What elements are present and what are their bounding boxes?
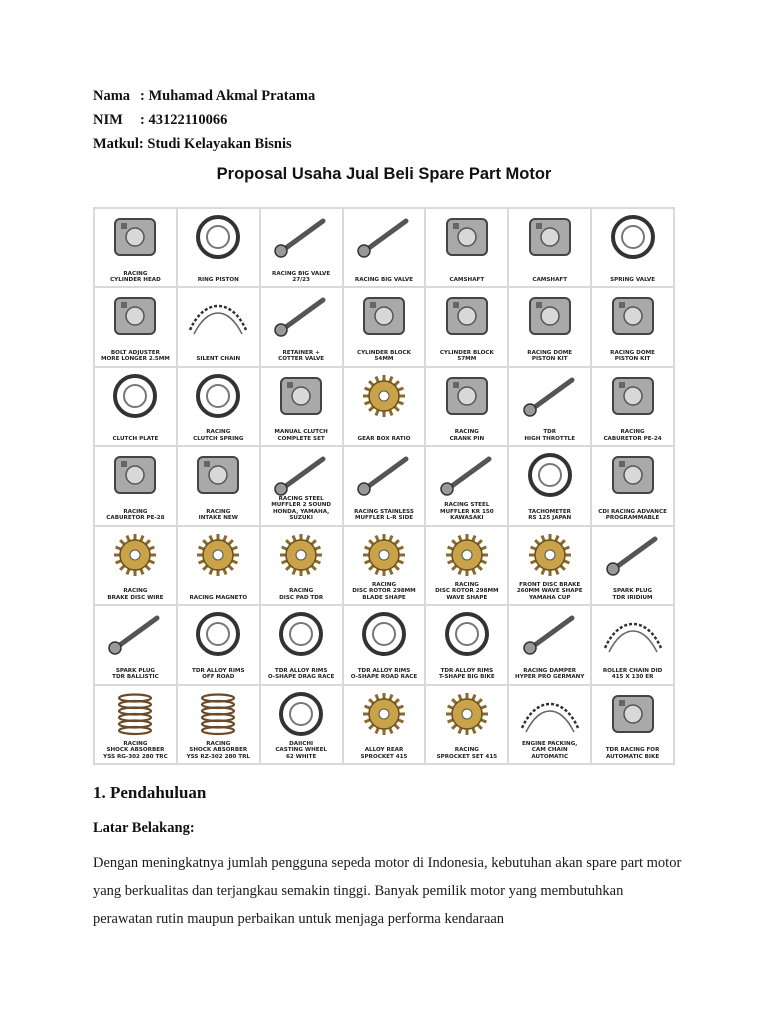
part-tile	[178, 368, 259, 445]
part-image	[184, 531, 252, 579]
course-label: Matkul	[93, 136, 139, 152]
part-caption: RACING CABURETOR PE-28	[106, 508, 165, 522]
part-caption: RACING DOME PISTON KIT	[527, 350, 573, 363]
part-caption: RACING CLUTCH SPRING	[193, 429, 244, 442]
part-caption: TDR RACING FOR AUTOMATIC BIKE	[605, 747, 660, 760]
part-tile	[592, 686, 673, 763]
part-image	[599, 372, 667, 420]
part-tile	[509, 447, 590, 524]
part-caption: RACING DISC ROTOR 298MM BLADE SHAPE	[352, 581, 416, 601]
part-tile	[95, 686, 176, 763]
part-caption: RACING INTAKE NEW	[198, 508, 238, 522]
part-image	[350, 610, 418, 658]
part-caption: RACING CRANK PIN	[449, 429, 485, 442]
part-caption: CLUTCH PLATE	[112, 435, 159, 442]
part-image	[433, 292, 501, 340]
part-caption: TDR ALLOY RIMS O-SHAPE DRAG RACE	[267, 667, 335, 681]
part-caption: RACING BIG VALVE 27/23	[272, 270, 331, 284]
part-caption: FRONT DISC BRAKE 260MM WAVE SHAPE YAMAHA CUP	[516, 581, 583, 601]
part-tile	[509, 606, 590, 683]
part-tile	[509, 686, 590, 763]
document-title: Proposal Usaha Jual Beli Spare Part Motor	[216, 165, 552, 183]
part-caption: GEAR BOX RATIO	[357, 435, 411, 442]
part-tile	[95, 209, 176, 286]
part-image	[433, 213, 501, 261]
part-image	[433, 610, 501, 658]
part-image	[433, 531, 501, 579]
part-tile	[95, 606, 176, 683]
part-tile	[426, 288, 507, 365]
part-tile	[592, 368, 673, 445]
part-image	[599, 690, 667, 738]
part-tile	[178, 209, 259, 286]
part-image	[433, 372, 501, 420]
part-image	[516, 690, 584, 738]
name-value: : Muhamad Akmal Pratama	[140, 88, 316, 104]
part-tile	[426, 209, 507, 286]
nim-value: : 43122110066	[140, 112, 228, 128]
part-tile	[95, 527, 176, 604]
body-paragraph: Dengan meningkatnya jumlah pengguna sepeda motor di Indonesia, kebutuhan akan spare part motor yang berkualitas dan terjangkau semakin tinggi. Banyak pemilik motor yang membutuhkan perawatan rutin maupun perbaikan untuk menjaga performa kendaraan	[93, 855, 682, 927]
part-image	[350, 292, 418, 340]
part-tile	[344, 447, 425, 524]
part-caption: SPARK PLUG TDR IRIDIUM	[612, 588, 653, 601]
part-image	[184, 690, 252, 738]
part-tile	[509, 527, 590, 604]
part-image	[599, 213, 667, 261]
part-image	[599, 451, 667, 499]
part-tile	[592, 606, 673, 683]
part-tile	[178, 288, 259, 365]
part-caption: RETAINER + COTTER VALVE	[278, 350, 325, 363]
part-caption: ENGINE PACKING, CAM CHAIN AUTOMATIC	[521, 740, 578, 760]
part-image	[516, 372, 584, 420]
part-tile	[178, 447, 259, 524]
part-caption: SILENT CHAIN	[196, 356, 241, 363]
part-caption: TACHOMETER RS 125 JAPAN	[528, 508, 572, 522]
student-name-line	[93, 88, 315, 105]
part-caption: SPRING VALVE	[610, 277, 656, 284]
part-caption: CYLINDER BLOCK 57MM	[439, 350, 494, 363]
part-tile	[344, 606, 425, 683]
part-tile	[344, 288, 425, 365]
part-tile	[261, 288, 342, 365]
section-heading: 1. Pendahuluan	[93, 783, 207, 802]
part-caption: TDR ALLOY RIMS T-SHAPE BIG BIKE	[439, 667, 495, 681]
part-image	[433, 451, 501, 499]
part-caption: DAIICHI CASTING WHEEL 62 WHITE	[275, 740, 327, 760]
part-tile	[344, 686, 425, 763]
part-caption: MANUAL CLUTCH COMPLETE SET	[274, 429, 328, 442]
part-image	[516, 292, 584, 340]
subheading: Latar Belakang:	[93, 820, 195, 836]
part-tile	[178, 606, 259, 683]
part-tile	[95, 288, 176, 365]
part-caption: RACING DISC PAD TDR	[279, 588, 324, 601]
part-tile	[261, 368, 342, 445]
part-caption: TDR HIGH THROTTLE	[524, 429, 576, 442]
part-image	[599, 292, 667, 340]
part-image	[267, 531, 335, 579]
part-image	[350, 531, 418, 579]
part-image	[267, 690, 335, 738]
part-caption: RACING STEEL MUFFLER KR 150 KAWASAKI	[440, 502, 494, 522]
part-caption: RACING SHOCK ABSORBER YSS RG-302 280 TRC	[103, 740, 168, 760]
part-image	[516, 531, 584, 579]
part-caption: ROLLER CHAIN DID 415 X 130 ER	[602, 667, 663, 681]
part-tile	[509, 368, 590, 445]
part-tile	[178, 527, 259, 604]
part-image	[101, 372, 169, 420]
course-line	[93, 136, 292, 153]
part-caption: RACING CABURETOR PE-24	[603, 429, 662, 442]
part-caption: TDR ALLOY RIMS O-SHAPE ROAD RACE	[350, 667, 418, 681]
part-tile	[426, 686, 507, 763]
part-tile	[426, 447, 507, 524]
part-image	[350, 213, 418, 261]
part-tile	[592, 447, 673, 524]
course-value: : Studi Kelayakan Bisnis	[138, 136, 292, 152]
part-tile	[344, 368, 425, 445]
part-caption: SPARK PLUG TDR BALLISTIC	[112, 667, 159, 681]
part-image	[184, 610, 252, 658]
part-caption: RACING DOME PISTON KIT	[610, 350, 655, 363]
part-image	[184, 372, 252, 420]
part-tile	[426, 527, 507, 604]
part-tile	[95, 447, 176, 524]
part-caption: RACING BRAKE DISC WIRE	[107, 588, 164, 601]
part-tile	[426, 368, 507, 445]
part-tile	[95, 368, 176, 445]
part-tile	[592, 527, 673, 604]
part-image	[433, 690, 501, 738]
part-tile	[509, 288, 590, 365]
part-tile	[261, 209, 342, 286]
part-image	[101, 610, 169, 658]
part-image	[184, 292, 252, 340]
part-image	[516, 610, 584, 658]
part-image	[184, 213, 252, 261]
part-tile	[261, 606, 342, 683]
part-caption: BOLT ADJUSTER MORE LONGER 2.5MM	[100, 350, 170, 363]
part-tile	[592, 288, 673, 365]
part-tile	[261, 447, 342, 524]
name-label: Nama	[93, 88, 131, 104]
spare-parts-image-grid	[93, 207, 675, 765]
part-image	[101, 690, 169, 738]
part-image	[267, 213, 335, 261]
part-image	[599, 531, 667, 579]
part-image	[184, 451, 252, 499]
part-caption: CYLINDER BLOCK 54MM	[356, 350, 411, 363]
part-caption: RACING STAINLESS MUFFLER L-R SIDE	[354, 508, 414, 522]
part-tile	[261, 686, 342, 763]
part-image	[267, 610, 335, 658]
part-caption: CAMSHAFT	[449, 277, 485, 284]
part-caption: RACING CYLINDER HEAD	[110, 270, 161, 284]
part-image	[101, 213, 169, 261]
nim-label: NIM	[93, 112, 123, 128]
part-tile	[261, 527, 342, 604]
part-tile	[344, 527, 425, 604]
part-image	[350, 451, 418, 499]
part-tile	[178, 686, 259, 763]
part-caption: RACING MAGNETO	[189, 594, 248, 601]
part-image	[101, 531, 169, 579]
part-caption: ALLOY REAR SPROCKET 415	[360, 747, 408, 760]
part-caption: RACING DAMPER HYPER PRO GERMANY	[515, 667, 585, 681]
part-caption: CDI RACING ADVANCE PROGRAMMABLE	[598, 508, 667, 522]
part-caption: CAMSHAFT	[532, 277, 568, 284]
part-tile	[344, 209, 425, 286]
part-image	[101, 451, 169, 499]
part-image	[101, 292, 169, 340]
part-image	[267, 372, 335, 420]
part-caption: RACING STEEL MUFFLER 2 SOUND HONDA, YAMAHA, SUZUKI	[271, 496, 332, 522]
part-image	[599, 610, 667, 658]
part-caption: RACING BIG VALVE	[354, 277, 414, 284]
part-tile	[592, 209, 673, 286]
part-image	[350, 372, 418, 420]
part-caption: RACING SPROCKET SET 415	[436, 747, 498, 760]
part-caption: RACING DISC ROTOR 298MM WAVE SHAPE	[435, 581, 499, 601]
part-image	[267, 451, 335, 499]
part-tile	[509, 209, 590, 286]
part-caption: RACING SHOCK ABSORBER YSS RZ-302 280 TRL	[186, 740, 250, 760]
student-nim-line	[93, 112, 227, 129]
part-image	[350, 690, 418, 738]
part-image	[267, 292, 335, 340]
part-image	[516, 451, 584, 499]
part-image	[516, 213, 584, 261]
part-tile	[426, 606, 507, 683]
part-caption: RING PISTON	[197, 277, 239, 284]
part-caption: TDR ALLOY RIMS OFF ROAD	[192, 667, 245, 681]
